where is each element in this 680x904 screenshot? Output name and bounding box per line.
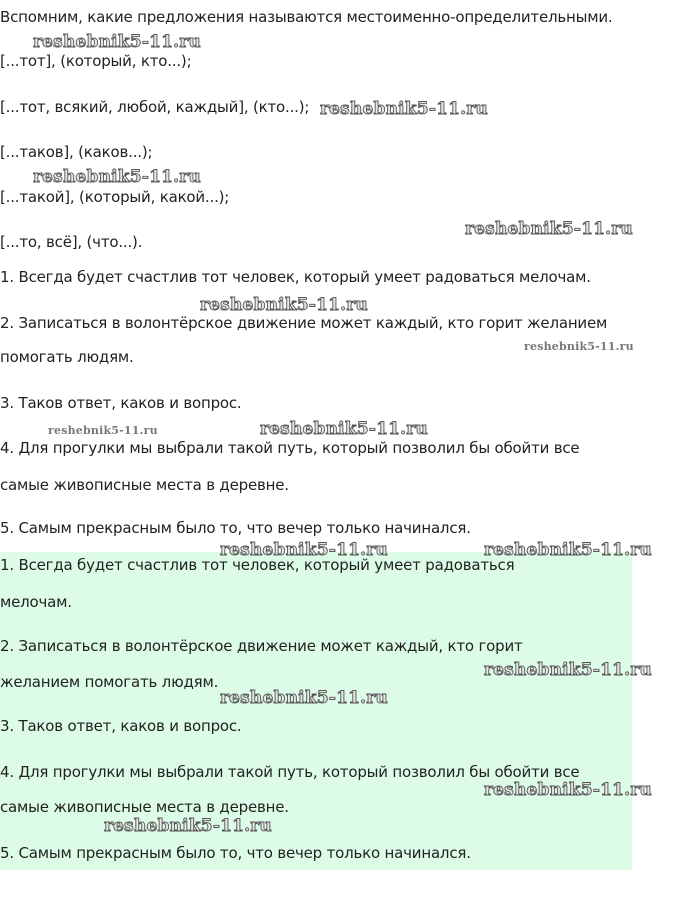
task-sentence-2: 2. Записаться в волонтёрское движение может каждый, кто горит желанием bbox=[0, 314, 608, 332]
answer-line-4-cont: самые живописные места в деревне. bbox=[0, 798, 289, 816]
task-sentence-3: 3. Таков ответ, каков и вопрос. bbox=[0, 394, 242, 412]
answer-line-5: 5. Самым прекрасным было то, что вечер только начинался. bbox=[0, 844, 471, 862]
scheme-5: [...то, всё], (что...). bbox=[0, 233, 143, 251]
watermark: reshebnik5-11.ru bbox=[220, 540, 388, 560]
watermark: reshebnik5-11.ru bbox=[48, 424, 158, 437]
watermark: reshebnik5-11.ru bbox=[465, 219, 633, 239]
watermark: reshebnik5-11.ru bbox=[104, 816, 272, 836]
scheme-2: [...тот, всякий, любой, каждый], (кто...); bbox=[0, 98, 310, 116]
answer-line-3: 3. Таков ответ, каков и вопрос. bbox=[0, 717, 242, 735]
watermark: reshebnik5-11.ru bbox=[484, 780, 652, 800]
answer-line-4: 4. Для прогулки мы выбрали такой путь, который позволил бы обойти все bbox=[0, 763, 580, 781]
scheme-4: [...такой], (который, какой...); bbox=[0, 188, 230, 206]
task-sentence-2-cont: помогать людям. bbox=[0, 348, 134, 366]
watermark: reshebnik5-11.ru bbox=[220, 688, 388, 708]
scheme-3: [...таков], (каков...); bbox=[0, 143, 153, 161]
answer-block bbox=[0, 552, 632, 870]
task-sentence-1: 1. Всегда будет счастлив тот человек, который умеет радоваться мелочам. bbox=[0, 268, 591, 286]
watermark: reshebnik5-11.ru bbox=[484, 660, 652, 680]
task-sentence-4: 4. Для прогулки мы выбрали такой путь, который позволил бы обойти все bbox=[0, 439, 580, 457]
answer-line-1: 1. Всегда будет счастлив тот человек, который умеет радоваться bbox=[0, 556, 515, 574]
task-sentence-5: 5. Самым прекрасным было то, что вечер только начинался. bbox=[0, 519, 471, 537]
watermark: reshebnik5-11.ru bbox=[33, 167, 201, 187]
watermark: reshebnik5-11.ru bbox=[524, 340, 634, 353]
watermark: reshebnik5-11.ru bbox=[200, 295, 368, 315]
watermark: reshebnik5-11.ru bbox=[33, 32, 201, 52]
answer-line-2: 2. Записаться в волонтёрское движение может каждый, кто горит bbox=[0, 637, 523, 655]
scheme-1: [...тот], (который, кто...); bbox=[0, 52, 192, 70]
intro-text: Вспомним, какие предложения называются местоименно-определительными. bbox=[0, 8, 613, 26]
task-sentence-4-cont: самые живописные места в деревне. bbox=[0, 476, 289, 494]
answer-line-1-cont: мелочам. bbox=[0, 593, 72, 611]
watermark: reshebnik5-11.ru bbox=[320, 99, 488, 119]
answer-line-2-cont: желанием помогать людям. bbox=[0, 673, 219, 691]
watermark: reshebnik5-11.ru bbox=[484, 540, 652, 560]
watermark: reshebnik5-11.ru bbox=[260, 419, 428, 439]
